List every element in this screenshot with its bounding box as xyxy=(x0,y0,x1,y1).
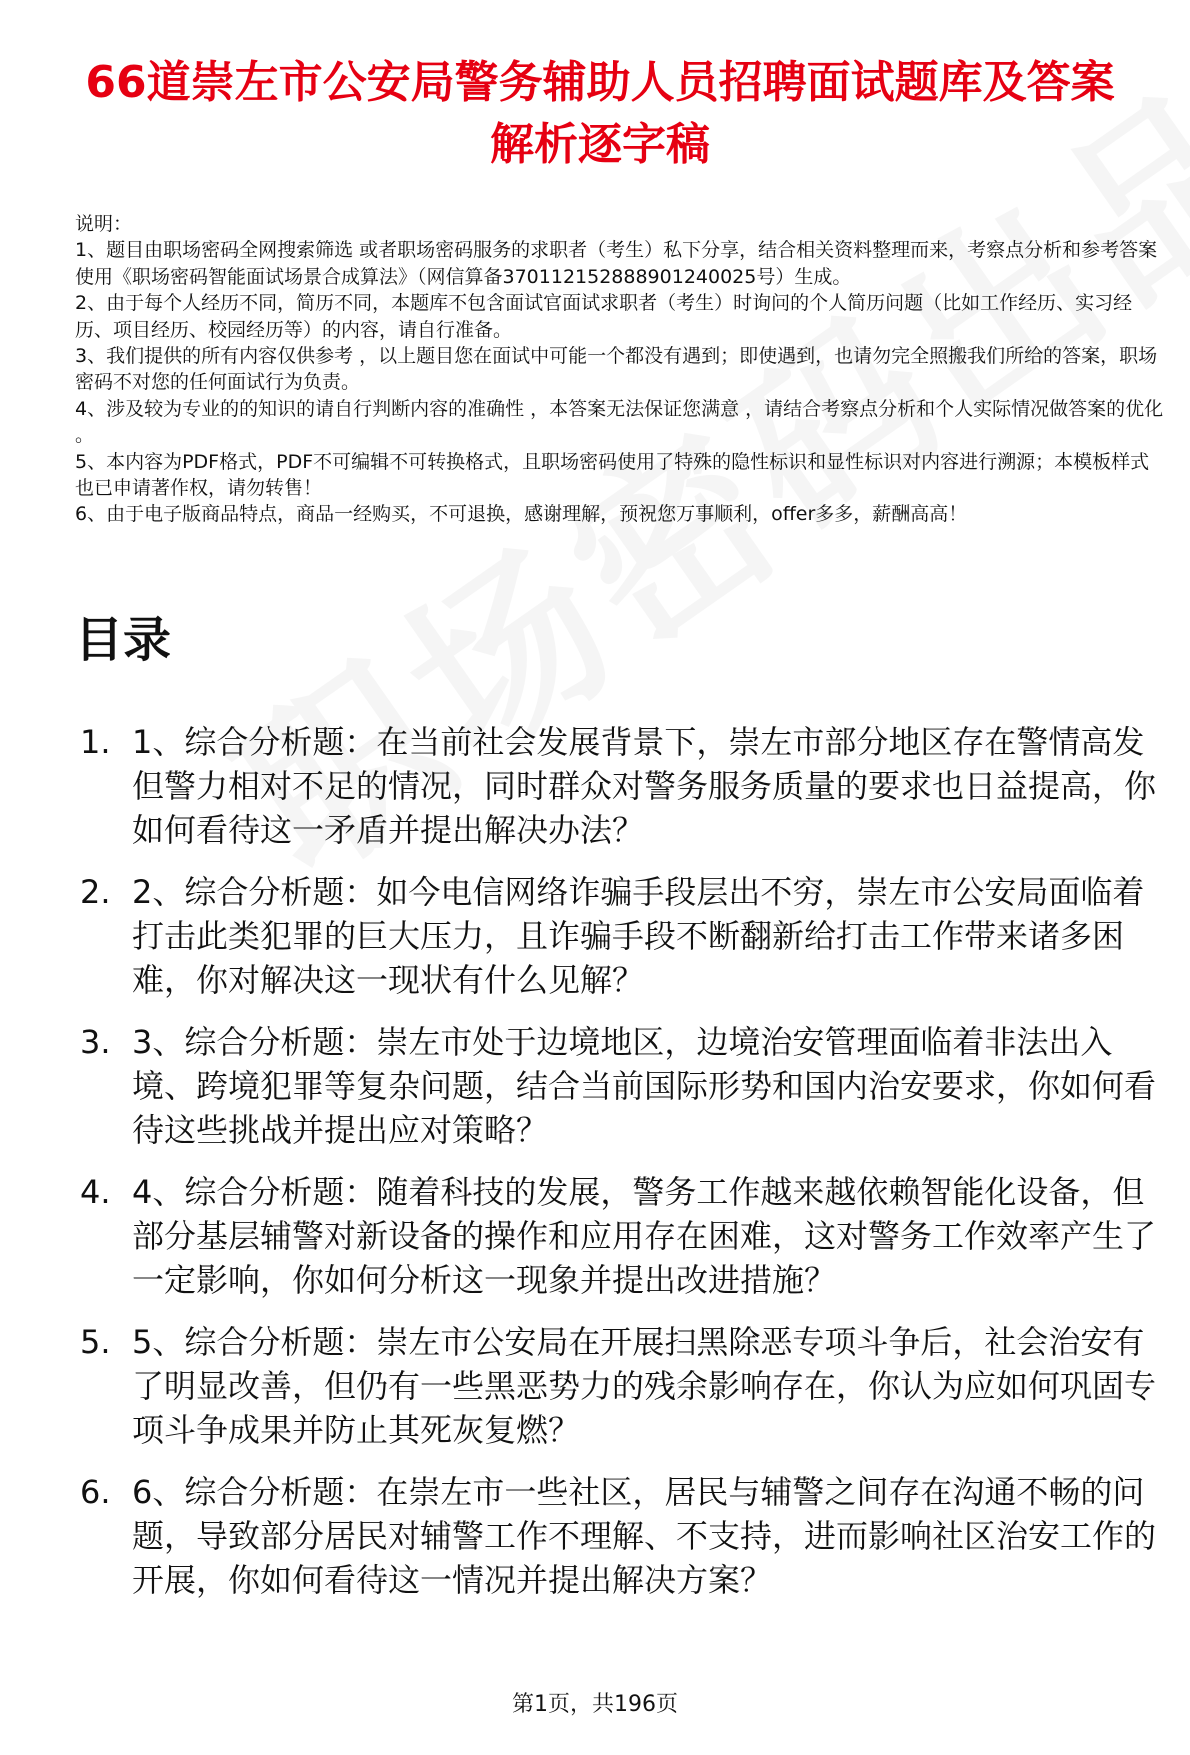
toc-item-number: 1. xyxy=(80,723,111,761)
toc-item-text: 5、综合分析题：崇左市公安局在开展扫黑除恶专项斗争后，社会治安有了明显改善，但仍有一些黑恶势力的残余影响存在，你认为应如何巩固专项斗争成果并防止其死灰复燃？ xyxy=(132,1323,1157,1449)
toc-item[interactable] xyxy=(70,870,1170,1002)
notes-heading: 说明： xyxy=(75,213,133,235)
document-title: 66道崇左市公安局警务辅助人员招聘面试题库及答案解析逐字稿 xyxy=(85,57,1115,170)
toc-item-number: 4. xyxy=(80,1173,111,1211)
page-number: 第1页，共196页 xyxy=(512,1692,678,1717)
toc-item[interactable] xyxy=(70,1470,1170,1602)
toc-item[interactable] xyxy=(70,1170,1170,1302)
notes-item: 2、由于每个人经历不同，简历不同，本题库不包含面试官面试求职者（考生）时询问的个人简历问题（比如工作经历、实习经历、项目经历、校园经历等）的内容，请自行准备。 xyxy=(75,292,1133,341)
toc-item[interactable] xyxy=(70,1020,1170,1152)
toc-item-number: 5. xyxy=(80,1323,111,1361)
toc-item-text: 2、综合分析题：如今电信网络诈骗手段层出不穷，崇左市公安局面临着打击此类犯罪的巨大压力，且诈骗手段不断翻新给打击工作带来诸多困难，你对解决这一现状有什么见解？ xyxy=(132,873,1145,999)
notes-item: 1、题目由职场密码全网搜索筛选 或者职场密码服务的求职者（考生）私下分享，结合相关资料整理而来，考察点分析和参考答案使用《职场密码智能面试场景合成算法》（网信算备370112152888901240025号）生成。 xyxy=(75,239,1158,288)
toc-list xyxy=(70,720,1170,1620)
notes-section xyxy=(75,211,1165,528)
toc-item-text: 6、综合分析题：在崇左市一些社区，居民与辅警之间存在沟通不畅的问题，导致部分居民对辅警工作不理解、不支持，进而影响社区治安工作的开展，你如何看待这一情况并提出解决方案？ xyxy=(132,1473,1157,1599)
toc-item-number: 2. xyxy=(80,873,111,911)
notes-item: 6、由于电子版商品特点，商品一经购买，不可退换，感谢理解，预祝您万事顺利，offer多多，薪酬高高！ xyxy=(75,503,968,526)
notes-item: 5、本内容为PDF格式，PDF不可编辑不可转换格式，且职场密码使用了特殊的隐性标识和显性标识对内容进行溯源；本模板样式也已申请著作权，请勿转售！ xyxy=(75,450,1150,500)
notes-item: 3、我们提供的所有内容仅供参考 ，以上题目您在面试中可能一个都没有遇到；即使遇到，也请勿完全照搬我们所给的答案，职场密码不对您的任何面试行为负责。 xyxy=(75,345,1158,394)
notes-item: 4、涉及较为专业的的知识的请自行判断内容的准确性 ，本答案无法保证您满意 ，请结合考察点分析和个人实际情况做答案的优化 。 xyxy=(75,397,1164,447)
toc-heading: 目录 xyxy=(75,612,172,668)
toc-item-text: 3、综合分析题：崇左市处于边境地区，边境治安管理面临着非法出入境、跨境犯罪等复杂问题，结合当前国际形势和国内治安要求，你如何看待这些挑战并提出应对策略？ xyxy=(132,1023,1157,1149)
toc-item-number: 3. xyxy=(80,1023,111,1061)
toc-item-text: 4、综合分析题：随着科技的发展，警务工作越来越依赖智能化设备，但部分基层辅警对新设备的操作和应用存在困难，这对警务工作效率产生了一定影响，你如何分析这一现象并提出改进措施？ xyxy=(132,1173,1157,1299)
toc-item-text: 1、综合分析题：在当前社会发展背景下，崇左市部分地区存在警情高发但警力相对不足的情况，同时群众对警务服务质量的要求也日益提高，你如何看待这一矛盾并提出解决办法？ xyxy=(132,723,1157,849)
toc-item-number: 6. xyxy=(80,1473,111,1511)
toc-item[interactable] xyxy=(70,1320,1170,1452)
toc-item[interactable] xyxy=(70,720,1170,852)
